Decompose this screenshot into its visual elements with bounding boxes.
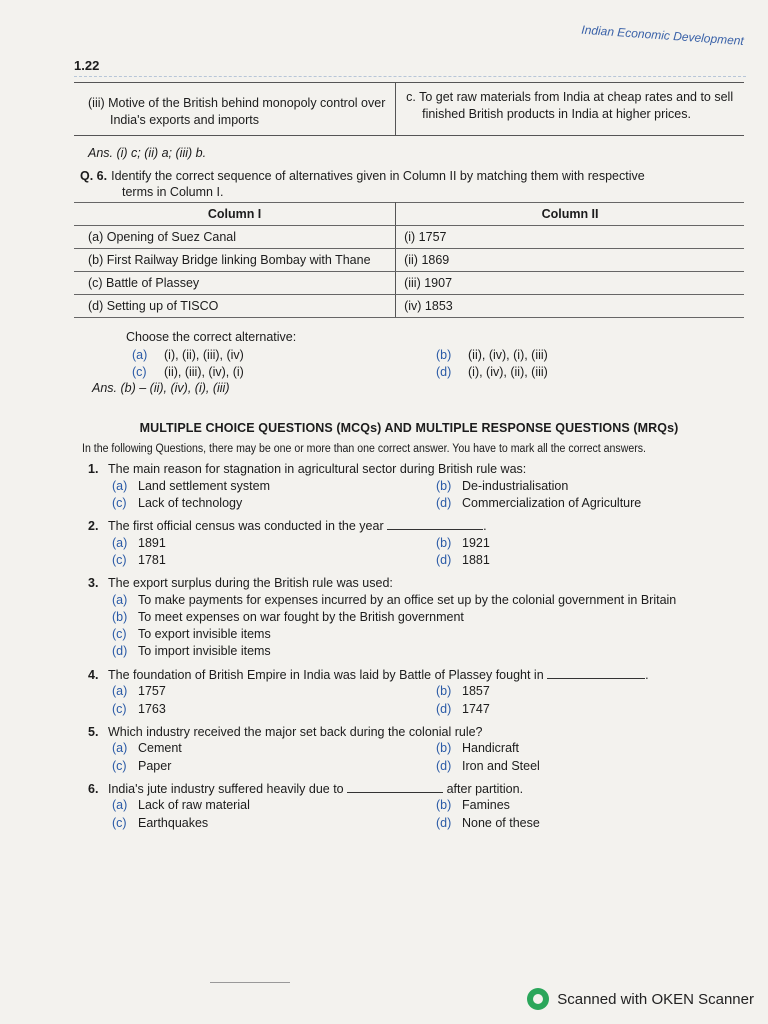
question-number: 3. xyxy=(88,576,99,591)
question-number: 2. xyxy=(88,519,99,534)
option: (c) Lack of technology xyxy=(112,496,243,511)
match-table xyxy=(74,202,744,318)
header-rule xyxy=(74,76,746,77)
option: (d) Iron and Steel xyxy=(436,758,540,773)
section-title: MULTIPLE CHOICE QUESTIONS (MCQs) AND MULTIPLE RESPONSE QUESTIONS (MRQs) xyxy=(139,421,679,436)
question-text: The main reason for stagnation in agricultural sector during British rule was: xyxy=(108,462,527,477)
option: (b) 1921 xyxy=(436,535,490,550)
question-text-continued: terms in Column I. xyxy=(122,185,224,199)
page-number: 1.22 xyxy=(74,58,100,73)
option: (a) Land settlement system xyxy=(112,478,271,493)
alternative-option: (b) (ii), (iv), (i), (iii) xyxy=(436,348,548,363)
option: (d) None of these xyxy=(436,815,540,830)
options xyxy=(112,592,744,661)
alternative-option: (d) (i), (iv), (ii), (iii) xyxy=(436,365,548,380)
question-6 xyxy=(80,168,744,201)
match-table-continued xyxy=(74,82,744,136)
table-cell: (i) 1757 xyxy=(396,226,744,249)
option: (d) To import invisible items xyxy=(112,644,271,659)
scanner-watermark xyxy=(527,988,754,1010)
question-number: 6. xyxy=(88,781,99,796)
options xyxy=(112,478,744,513)
option: (a) Cement xyxy=(112,740,182,755)
question-text: The foundation of British Empire in India was laid by Battle of Plassey fought in xyxy=(108,667,544,682)
question-number: 4. xyxy=(88,667,99,682)
table-row xyxy=(74,83,744,136)
choose-instruction: Choose the correct alternative: xyxy=(126,330,297,345)
mcq-question: 6. India's jute industry suffered heavily due to after partition. (a) Lack of raw material (b) Famines (c) Earthquakes (d) None of these xyxy=(74,781,744,832)
table-cell: (iii) Motive of the British behind monopoly control over India's exports and imports xyxy=(74,83,396,136)
table-cell: (c) Battle of Plassey xyxy=(74,272,396,295)
option: (c) 1781 xyxy=(112,553,166,568)
column-header: Column II xyxy=(396,203,744,226)
option: (a) To make payments for expenses incurred by an office set up by the colonial government in Britain xyxy=(112,592,677,607)
table-cell: (iii) 1907 xyxy=(396,272,744,295)
mcq-question: 2. The first official census was conducted in the year . (a) 1891 (b) 1921 (c) 1781 (d) 1881 xyxy=(74,518,744,569)
option: (d) Commercialization of Agriculture xyxy=(436,496,642,511)
mcq-question: 4. The foundation of British Empire in India was laid by Battle of Plassey fought in . (a) 1757 (b) 1857 (c) 1763 (d) 1747 xyxy=(74,667,744,718)
option: (a) 1757 xyxy=(112,683,166,698)
table-cell: (ii) 1869 xyxy=(396,249,744,272)
answer-text: Ans. (i) c; (ii) a; (iii) b. xyxy=(88,145,207,160)
column-header: Column I xyxy=(74,203,396,226)
table-cell: (d) Setting up of TISCO xyxy=(74,295,396,318)
table-cell: (iv) 1853 xyxy=(396,295,744,318)
option: (b) 1857 xyxy=(436,683,490,698)
question-text: The export surplus during the British rule was used: xyxy=(108,576,393,591)
table-row xyxy=(74,226,744,249)
question-label: Q. 6. xyxy=(80,168,108,183)
answer-blank xyxy=(347,792,443,793)
option: (d) 1747 xyxy=(436,701,490,716)
option: (c) To export invisible items xyxy=(112,627,271,641)
options xyxy=(112,535,744,570)
option: (b) De-industrialisation xyxy=(436,478,569,493)
option: (d) 1881 xyxy=(436,553,490,568)
options xyxy=(112,740,744,775)
option: (c) Earthquakes xyxy=(112,815,209,830)
answer-blank xyxy=(387,529,483,530)
alternatives xyxy=(132,348,744,379)
footer-rule xyxy=(210,982,290,983)
option: (a) 1891 xyxy=(112,535,166,550)
scanner-text: Scanned with OKEN Scanner xyxy=(557,990,754,1008)
options xyxy=(112,683,744,718)
alternative-option: (c) (ii), (iii), (iv), (i) xyxy=(132,365,244,380)
option: (a) Lack of raw material xyxy=(112,797,250,812)
question-number: 5. xyxy=(88,724,99,739)
answer-blank xyxy=(547,678,645,679)
option: (c) 1763 xyxy=(112,701,166,716)
answer-text: Ans. (b) – (ii), (iv), (i), (iii) xyxy=(92,381,230,396)
table-header-row xyxy=(74,203,744,226)
table-row xyxy=(74,295,744,318)
table-cell: c. To get raw materials from India at cheap rates and to sell finished British products in India at higher prices. xyxy=(396,83,744,136)
option: (b) Handicraft xyxy=(436,740,519,755)
table-cell: (b) First Railway Bridge linking Bombay with Thane xyxy=(74,249,396,272)
question-text: The first official census was conducted in the year xyxy=(108,519,384,534)
oken-scanner-icon xyxy=(527,988,549,1010)
question-text: Identify the correct sequence of alternatives given in Column II by matching them with respective xyxy=(111,168,645,183)
option: (b) To meet expenses on war fought by the British government xyxy=(112,609,464,624)
question-text: Which industry received the major set back during the colonial rule? xyxy=(108,724,483,739)
option: (c) Paper xyxy=(112,758,172,773)
table-row xyxy=(74,249,744,272)
section-instruction: In the following Questions, there may be one or more than one correct answer. You have to mark all the correct answers. xyxy=(82,443,646,456)
table-cell: (a) Opening of Suez Canal xyxy=(74,226,396,249)
option: (b) Famines xyxy=(436,797,510,812)
question-text: India's jute industry suffered heavily due to xyxy=(108,781,344,796)
table-row xyxy=(74,272,744,295)
mcq-question xyxy=(74,724,744,775)
running-head: Indian Economic Development xyxy=(581,22,745,48)
options xyxy=(112,797,744,832)
mcq-question xyxy=(74,461,744,512)
question-number: 1. xyxy=(88,462,99,477)
alternative-option: (a) (i), (ii), (iii), (iv) xyxy=(132,348,244,363)
page-content xyxy=(74,82,744,832)
mcq-question xyxy=(74,575,744,660)
